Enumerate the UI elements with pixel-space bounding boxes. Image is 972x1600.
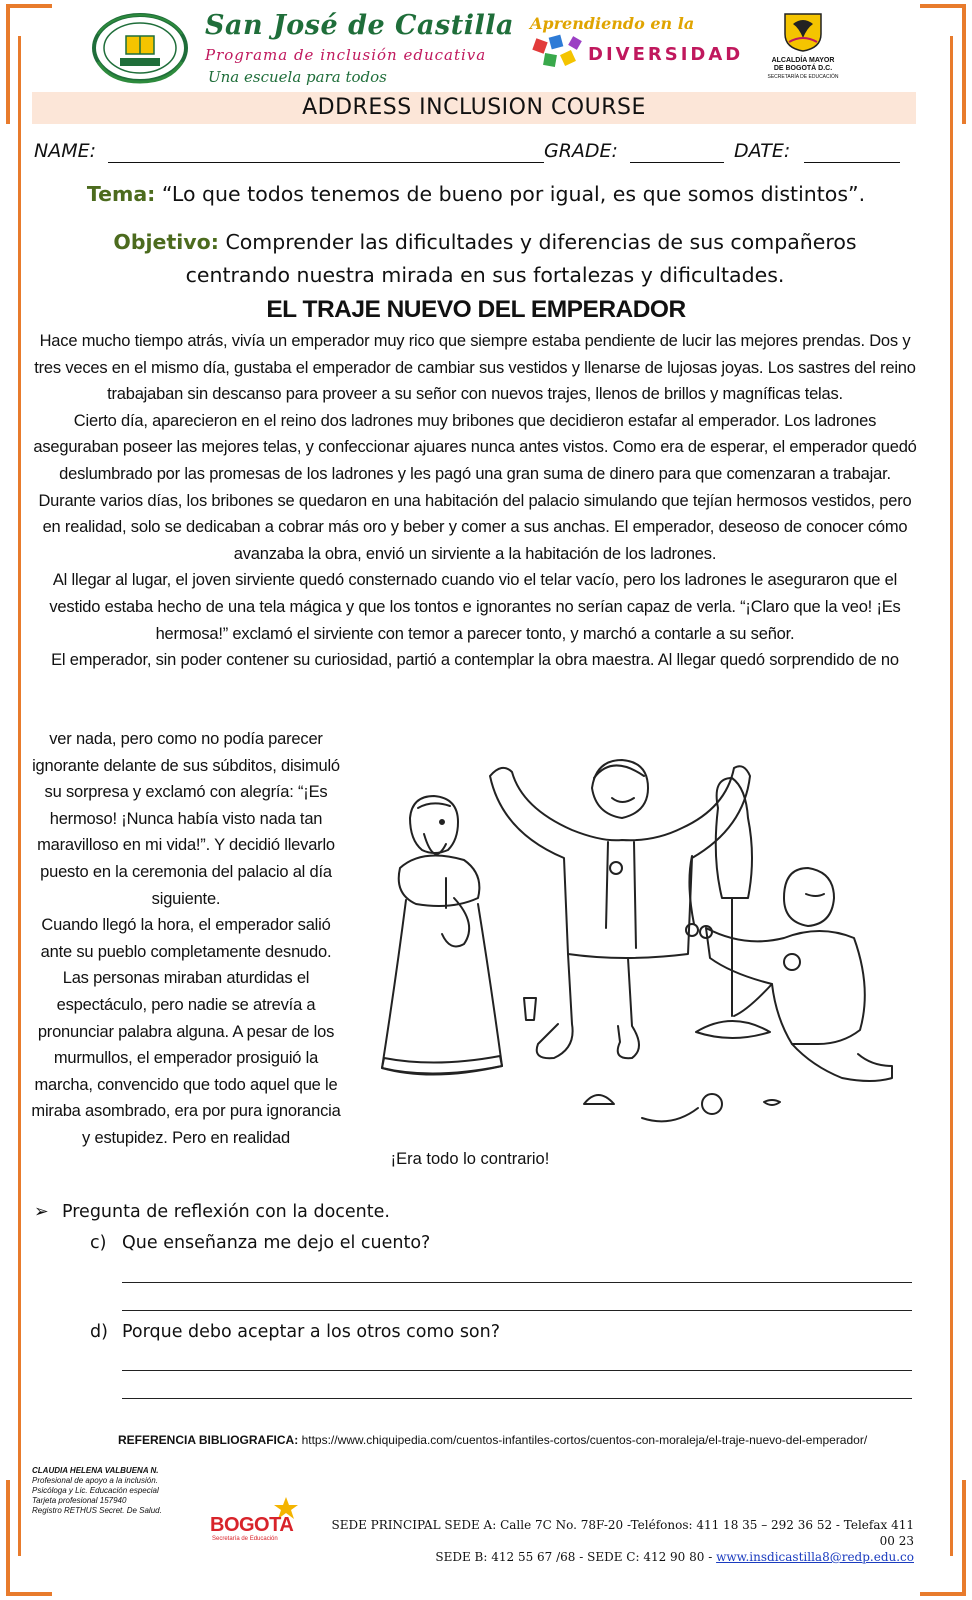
bogota-wordmark: BOGOTA [210, 1514, 294, 1536]
frame-right-top [962, 4, 966, 124]
course-banner: ADDRESS INCLUSION COURSE [32, 92, 916, 124]
story-ending: ¡Era todo lo contrario! [390, 1150, 550, 1168]
story-paragraph-3: Durante varios días, los bribones se quedaron en una habitación del palacio simulando que tejían hermosos vestidos, pero en realidad, solo se dedicaban a cobrar más oro y beber y comer a sus anchas. El emperador, deseoso de conocer cómo avanzaba la obra, envió un sirviente a la habitación de los ladrones. [38, 491, 912, 563]
frame-left-bottom-cap [6, 1592, 52, 1596]
bogota-shield-icon [781, 12, 825, 52]
bullet-arrow-icon: ➢ [34, 1202, 49, 1222]
question-c-text: Que enseñanza me dejo el cuento? [122, 1233, 431, 1253]
frame-right-top-cap [920, 4, 966, 8]
grade-field[interactable] [630, 162, 724, 163]
signature-line1: Profesional de apoyo a la inclusión. [32, 1476, 158, 1485]
bogota-subtitle: Secretaría de Educación [212, 1536, 278, 1542]
diversity-top-text: Aprendiendo en la [530, 14, 695, 33]
bogota-logo [210, 1496, 310, 1548]
story-body [30, 328, 920, 674]
servant-figure-icon [490, 760, 750, 1058]
signature-line4: Registro RETHUS Secret. De Salud. [32, 1506, 162, 1515]
sewing-items-icon [524, 998, 780, 1121]
tema-text: “Lo que todos tenemos de bueno por igual, es que somos distintos”. [161, 182, 866, 206]
footer-line2 [322, 1549, 914, 1565]
grade-label: GRADE: [544, 140, 618, 162]
answer-d-line-1[interactable] [122, 1370, 912, 1371]
reference-label: REFERENCIA BIBLIOGRAFICA: [118, 1433, 299, 1447]
school-name: San José de Castilla [205, 10, 514, 41]
story-paragraph-5: El emperador, sin poder contener su curiosidad, partió a contemplar la obra maestra. Al llegar quedó sorprendido de no [51, 651, 899, 670]
story-paragraph-1: Hace mucho tiempo atrás, vivía un emperador muy rico que siempre estaba pendiente de lucir las mejores prendas. Dos y tres veces en el mismo día, gustaba el emperador de cambiar sus vestidos y llenarse de lujosas joyas. Los sastres del reino trabajaban sin descanso para proveer a su señor con nuevos trajes, llenos de brillos y magníficas telas. [34, 332, 916, 404]
diversity-word: DIVERSIDAD [588, 44, 744, 65]
tema-label: Tema: [86, 182, 156, 206]
story-column [30, 726, 342, 1152]
frame-left-top [6, 4, 10, 124]
school-program: Programa de inclusión educativa [205, 46, 487, 64]
date-field[interactable] [804, 162, 900, 163]
frame-left [18, 36, 21, 1556]
date-label: DATE: [734, 140, 791, 162]
story-paragraph-4: Al llegar al lugar, el joven sirviente quedó consternado cuando vio el telar vacío, pero los ladrones le aseguraron que el vestido estaba hecho de una tela mágica y que los tontos e ignorantes no serían capaz de verla. “¡Claro que la veo! ¡Es hermosa!” exclamó el sirviente con temor a parecer tonto, y marchó a contarle a su señor. [49, 571, 901, 643]
diversity-logo [530, 12, 750, 82]
questions-intro: Pregunta de reflexión con la docente. [62, 1202, 390, 1222]
school-motto: Una escuela para todos [208, 68, 387, 86]
name-field[interactable] [108, 162, 544, 163]
answer-c-line-2[interactable] [122, 1310, 912, 1311]
objetivo-label: Objetivo: [113, 230, 219, 254]
alcaldia-line3: SECRETARÍA DE EDUCACIÓN [767, 74, 839, 80]
alcaldia-logo [758, 12, 848, 86]
question-d-text: Porque debo aceptar a los otros como son? [122, 1322, 501, 1342]
frame-right-bottom [962, 1480, 966, 1596]
tema [36, 182, 916, 206]
alcaldia-line1: ALCALDÍA MAYOR [771, 57, 835, 64]
answer-d-line-2[interactable] [122, 1398, 912, 1399]
signature-line3: Tarjeta profesional 157940 [32, 1496, 127, 1505]
school-logo-icon [90, 12, 190, 84]
reference-url[interactable]: https://www.chiquipedia.com/cuentos-infantiles-cortos/cuentos-con-moraleja/el-traje-nuevo-del-emperador/ [301, 1433, 868, 1447]
answer-c-line-1[interactable] [122, 1282, 912, 1283]
frame-right [950, 36, 953, 1556]
bibliographic-reference [118, 1433, 867, 1447]
story-title: EL TRAJE NUEVO DEL EMPERADOR [266, 296, 686, 323]
header [90, 8, 850, 88]
frame-left-bottom [6, 1480, 10, 1596]
question-d-letter: d) [90, 1322, 108, 1342]
footer-line1: SEDE PRINCIPAL SEDE A: Calle 7C No. 78F-20 -Teléfonos: 411 18 35 – 292 36 52 - Telefax 411 00 23 [331, 1518, 914, 1548]
signature-block [32, 1466, 162, 1516]
emperor-figure-icon [382, 796, 502, 1075]
question-c-letter: c) [90, 1233, 107, 1253]
puzzle-pieces-icon [530, 34, 586, 74]
signature-name: CLAUDIA HELENA VALBUENA N. [32, 1466, 159, 1475]
emperor-illustration [372, 748, 902, 1140]
name-label: NAME: [34, 140, 97, 162]
frame-right-bottom-cap [920, 1592, 966, 1596]
objetivo-text: Comprender las dificultades y diferencias de sus compañeros centrando nuestra mirada en sus fortalezas y dificultades. [185, 230, 857, 287]
story-paragraph-6: ver nada, pero como no podía parecer ignorante delante de sus súbditos, disimuló su sorpresa y exclamó con alegría: “¡Es hermoso! ¡Nunca había visto nada tan maravilloso en mi vida!”. Y decidió llevarlo puesto en la ceremonia del palacio al día siguiente. [32, 730, 340, 908]
alcaldia-line2: DE BOGOTÁ D.C. [773, 65, 833, 72]
dress-form-icon [696, 778, 770, 1038]
story-paragraph-2: Cierto día, aparecieron en el reino dos ladrones muy bribones que decidieron estafar al emperador. Los ladrones aseguraban poseer las mejores telas, y confeccionar ajuares nunca antes vistos. Como era de esperar, el emperador quedó deslumbrado por las promesas de los ladrones y les pagó una gran suma de dinero para que comenzaran a trabajar. [33, 411, 917, 483]
story-paragraph-7: Cuando llegó la hora, el emperador salió ante su pueblo completamente desnudo. Las personas miraban aturdidas el espectáculo, pero nadie se atrevía a pronunciar palabra alguna. A pesar de los murmullos, el emperador prosiguió la marcha, convencido que todo aquel que le miraba asombrado, era por pura ignorancia y estupidez. Pero en realidad [31, 916, 341, 1147]
objetivo [60, 226, 910, 292]
footer-website-link[interactable]: www.insdicastilla8@redp.edu.co [716, 1550, 914, 1564]
footer-line2-text: SEDE B: 412 55 67 /68 - SEDE C: 412 90 80 - [435, 1550, 717, 1564]
footer-address [322, 1517, 914, 1565]
frame-left-top-cap [6, 4, 52, 8]
tailor-figure-icon [686, 856, 892, 1081]
signature-line2: Psicóloga y Lic. Educación especial [32, 1486, 159, 1495]
